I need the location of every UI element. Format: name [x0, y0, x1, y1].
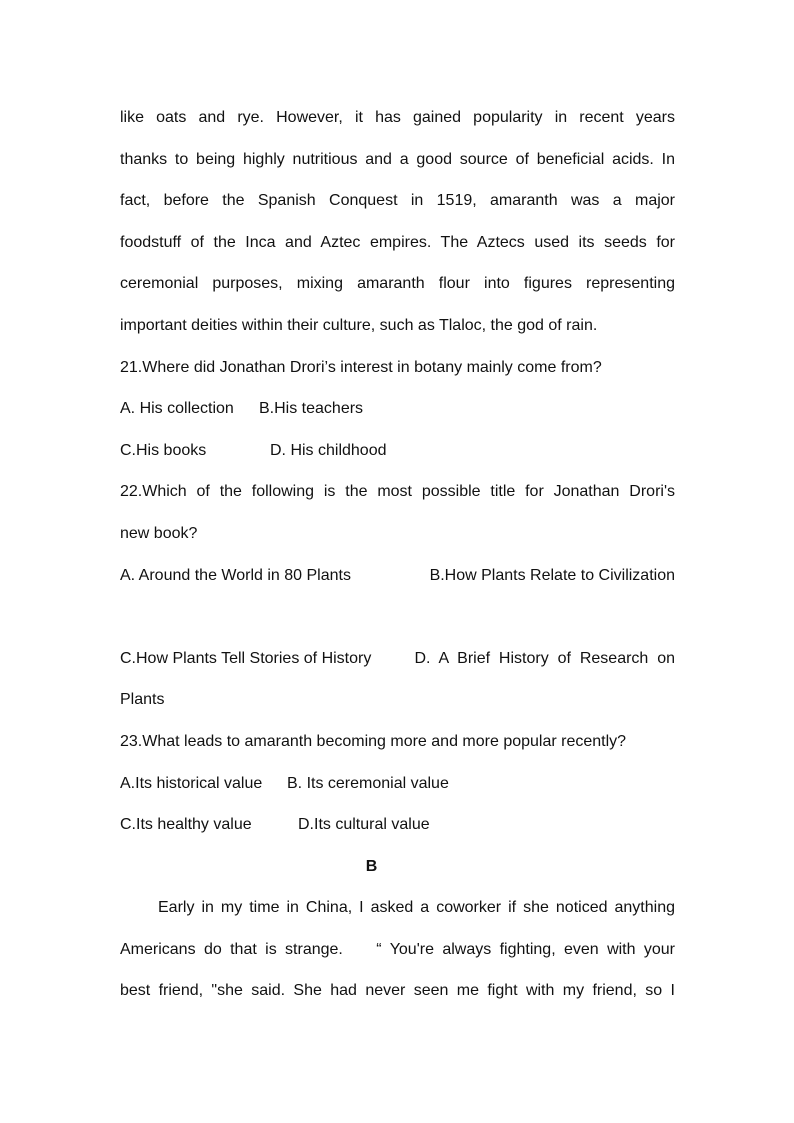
- passage-line: foodstuff of the Inca and Aztec empires. The Aztecs used its seeds for: [120, 233, 675, 251]
- passage-line: fact, before the Spanish Conquest in 1519, amaranth was a major: [120, 192, 675, 210]
- option-a: A.Its historical value: [120, 774, 263, 792]
- option-d-cont: Plants: [120, 691, 165, 709]
- option-c: C.How Plants Tell Stories of History: [120, 649, 372, 667]
- passage-line: Early in my time in China, I asked a coworker if she noticed anything: [158, 899, 675, 917]
- option-b: B.How Plants Relate to Civilization: [429, 566, 675, 584]
- option-c: C.Its healthy value: [120, 816, 252, 834]
- option-a: A. His collection: [120, 400, 234, 418]
- question-21: 21.Where did Jonathan Drori’s interest in botany mainly come from?: [120, 358, 602, 376]
- passage-line: important deities within their culture, such as Tlaloc, the god of rain.: [120, 316, 598, 334]
- blank-line: [120, 596, 675, 638]
- question-22-options-row-1: [120, 555, 675, 597]
- section-heading: B: [365, 857, 378, 875]
- question-23-options-row-2: [120, 804, 675, 846]
- question-22-options-row-2: [120, 638, 675, 680]
- option-b: B. Its ceremonial value: [287, 774, 449, 792]
- option-a: A. Around the World in 80 Plants: [120, 566, 351, 584]
- passage-line: ceremonial purposes, mixing amaranth flour into figures representing: [120, 275, 675, 293]
- question-21-options-row-1: [120, 388, 675, 430]
- question-22: 22.Which of the following is the most possible title for Jonathan Drori's: [120, 483, 675, 501]
- question-22-cont: new book?: [120, 524, 198, 542]
- passage-line: thanks to being highly nutritious and a good source of beneficial acids. In: [120, 150, 675, 168]
- question-23-options-row-1: [120, 763, 675, 805]
- option-d: D. A Brief History of Research on: [414, 649, 675, 667]
- option-d: D.Its cultural value: [298, 816, 430, 834]
- option-d: D. His childhood: [270, 441, 387, 459]
- passage-line: Americans do that is strange. “ You're always fighting, even with your: [120, 940, 675, 958]
- question-23: 23.What leads to amaranth becoming more and more popular recently?: [120, 732, 627, 750]
- option-c: C.His books: [120, 441, 207, 459]
- option-b: B.His teachers: [259, 400, 364, 418]
- document-page: [120, 97, 675, 1012]
- passage-line: like oats and rye. However, it has gained popularity in recent years: [120, 109, 675, 126]
- question-21-options-row-2: [120, 430, 675, 472]
- passage-line: best friend, "she said. She had never seen me fight with my friend, so I: [120, 982, 675, 1000]
